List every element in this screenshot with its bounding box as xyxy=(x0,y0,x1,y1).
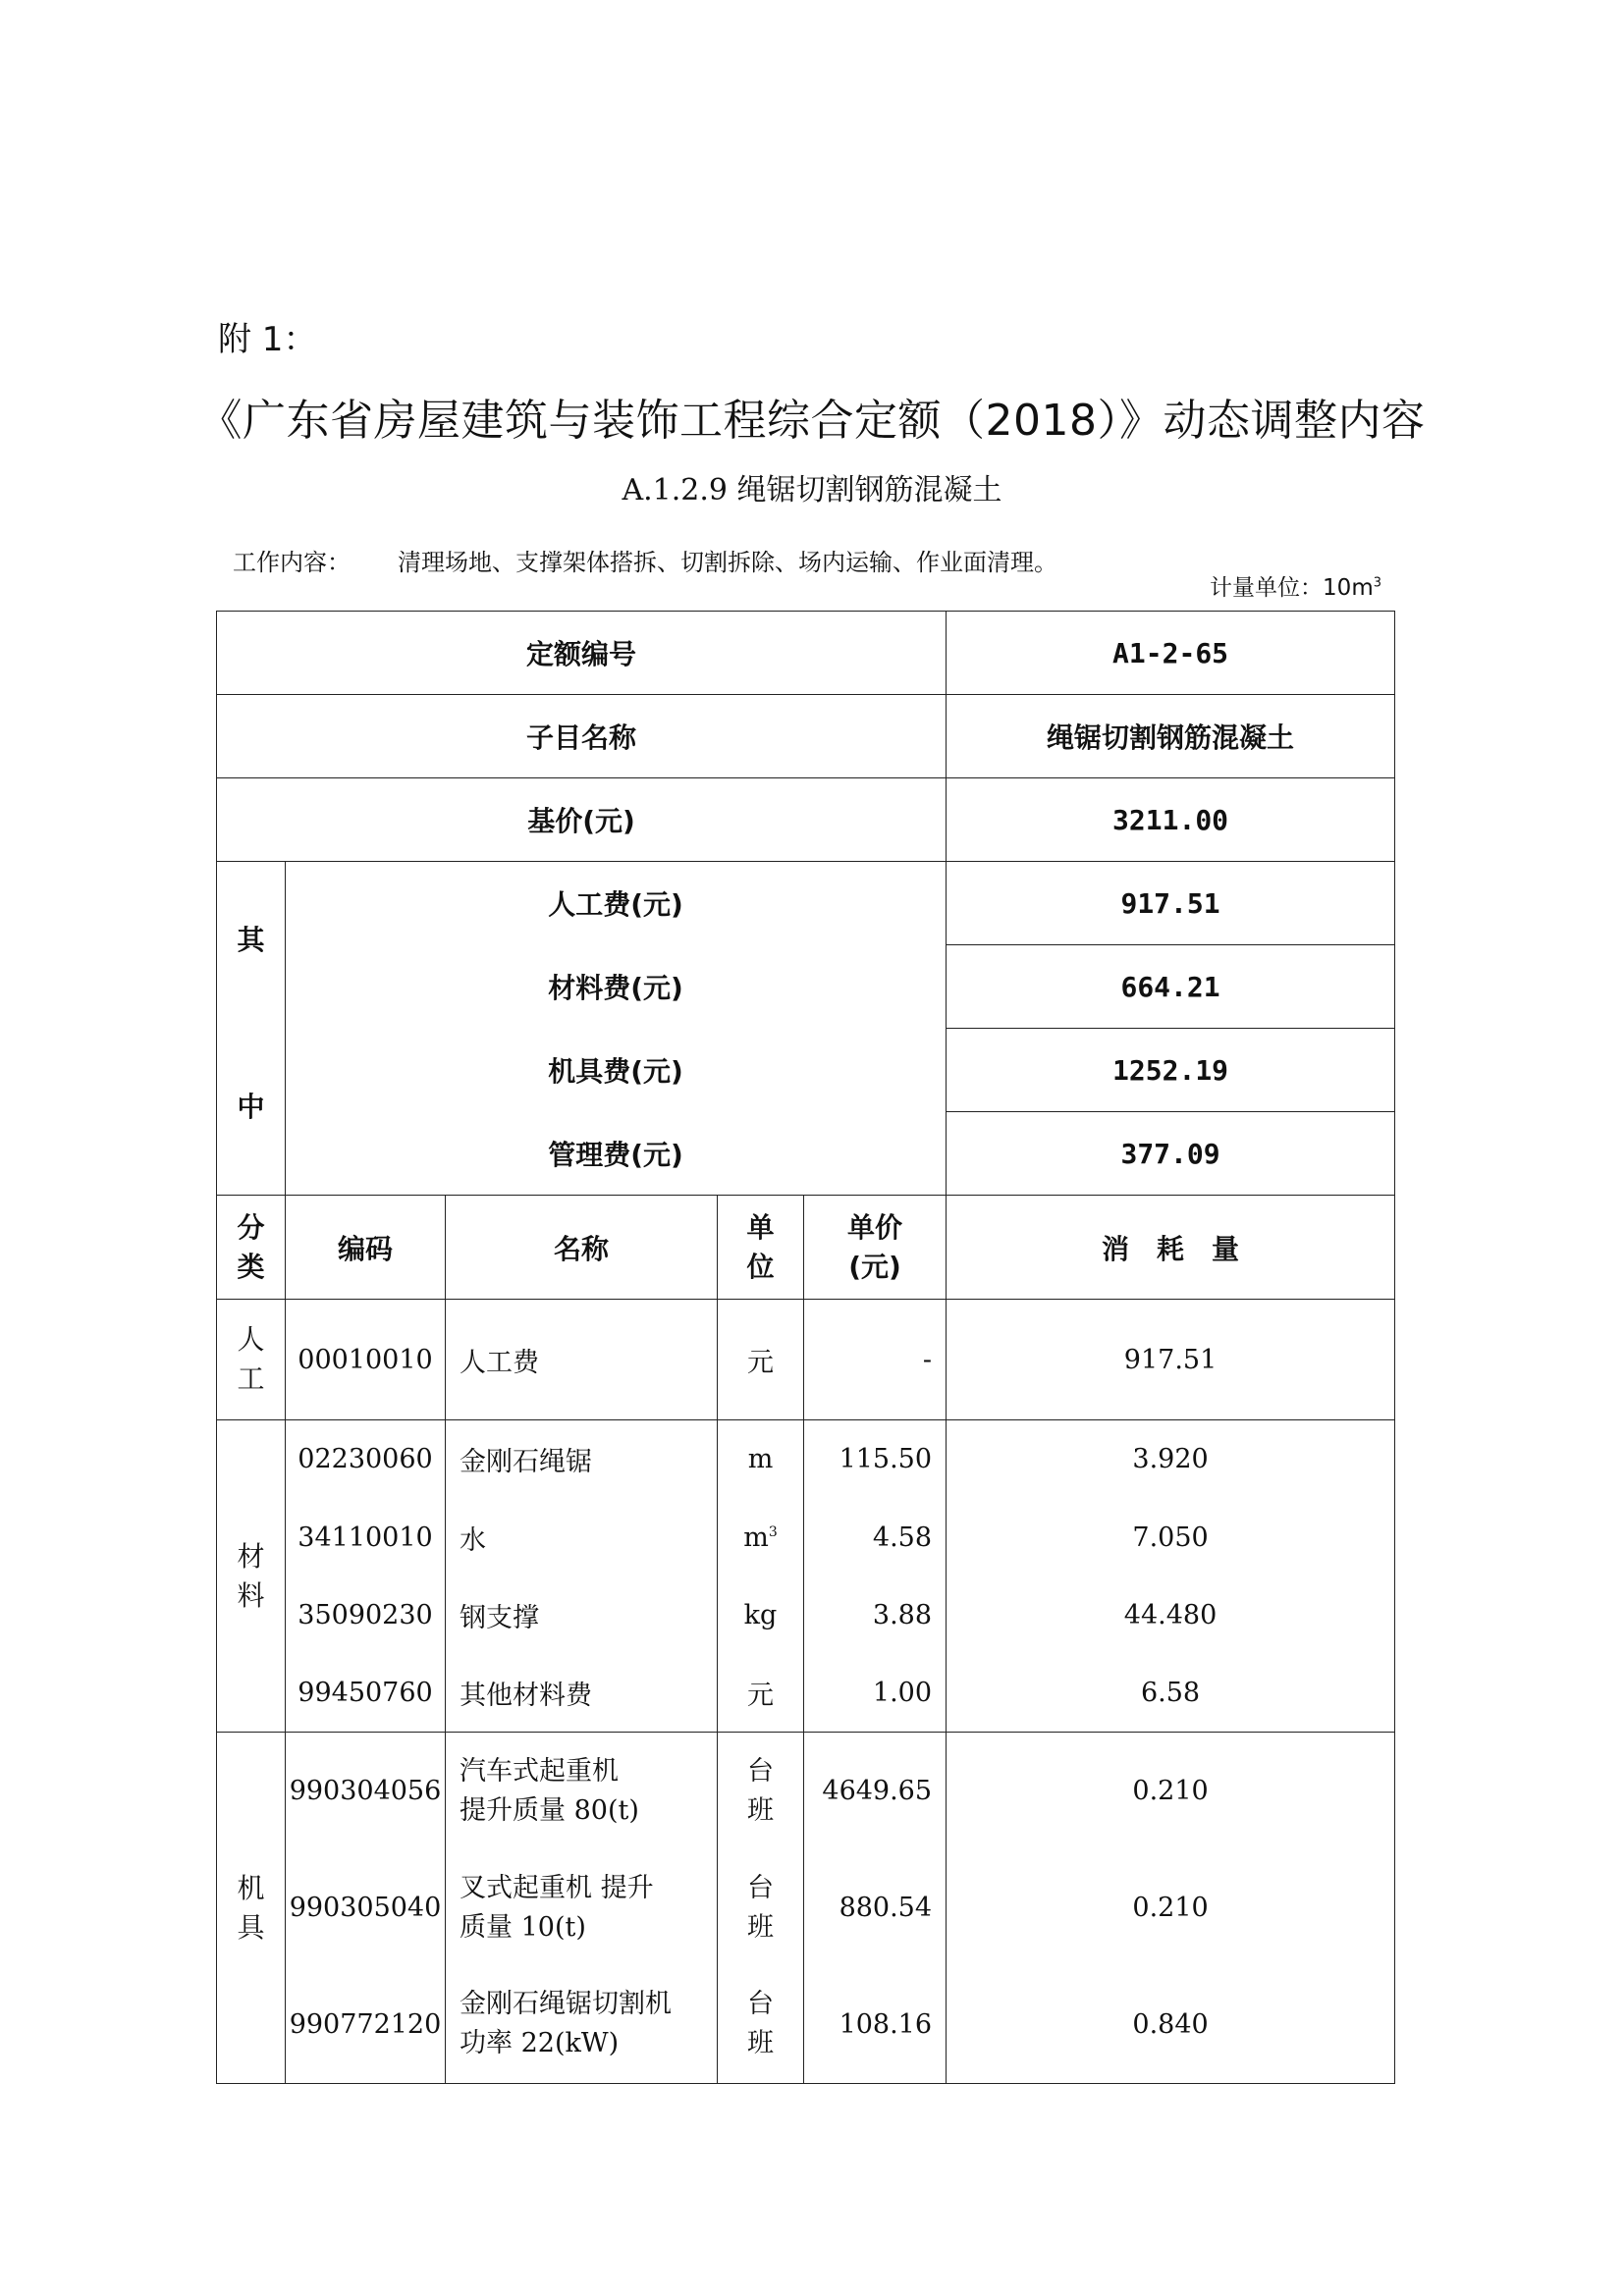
unit-cell: kg xyxy=(718,1576,804,1654)
management-cost-value: 377.09 xyxy=(947,1112,1395,1196)
item-name-label: 子目名称 xyxy=(217,695,947,778)
work-content xyxy=(233,543,1057,577)
item-name-row xyxy=(217,695,1395,778)
unit-cell: m xyxy=(718,1420,804,1499)
qty-cell: 0.840 xyxy=(947,1966,1395,2084)
col-code: 编码 xyxy=(286,1196,446,1300)
material-cost-label: 材料费(元) xyxy=(286,945,947,1029)
col-name: 名称 xyxy=(446,1196,718,1300)
base-price-label: 基价(元) xyxy=(217,778,947,862)
price-cell: 1.00 xyxy=(804,1654,947,1733)
unit-exponent: 3 xyxy=(1373,575,1381,591)
table-row xyxy=(217,1300,1395,1420)
col-category: 分 类 xyxy=(217,1196,286,1300)
code-cell: 35090230 xyxy=(286,1576,446,1654)
code-cell: 990305040 xyxy=(286,1850,446,1966)
unit-cell: 台 班 xyxy=(718,1733,804,1850)
unit-cell: $m^3$ xyxy=(718,1499,804,1576)
price-cell: - xyxy=(804,1300,947,1420)
name-cell: 汽车式起重机 提升质量 80(t) xyxy=(446,1733,718,1850)
name-cell: 金刚石绳锯切割机 功率 22(kW) xyxy=(446,1966,718,2084)
unit-cell: 台 班 xyxy=(718,1966,804,2084)
table-row xyxy=(217,1850,1395,1966)
appendix-label: 附 1： xyxy=(218,320,317,359)
work-content-text: 清理场地、支撑架体搭拆、切割拆除、场内运输、作业面清理。 xyxy=(398,549,1057,576)
material-category: 材 料 xyxy=(217,1420,286,1733)
price-cell: 108.16 xyxy=(804,1966,947,2084)
among-cell xyxy=(217,862,286,1196)
measurement-unit xyxy=(1210,569,1381,602)
code-cell: 02230060 xyxy=(286,1420,446,1499)
price-cell: 4.58 xyxy=(804,1499,947,1576)
qty-cell: 917.51 xyxy=(947,1300,1395,1420)
price-cell: 3.88 xyxy=(804,1576,947,1654)
quota-table xyxy=(216,611,1395,2084)
qty-cell: 6.58 xyxy=(947,1654,1395,1733)
name-cell: 叉式起重机 提升 质量 10(t) xyxy=(446,1850,718,1966)
unit-value: 10m xyxy=(1323,575,1374,601)
management-cost-label: 管理费(元) xyxy=(286,1112,947,1196)
code-cell: 990304056 xyxy=(286,1733,446,1850)
quota-number-row xyxy=(217,612,1395,695)
table-row xyxy=(217,1420,1395,1499)
machine-cost-label: 机具费(元) xyxy=(286,1029,947,1112)
table-row xyxy=(217,1733,1395,1850)
unit-label: 计量单位： xyxy=(1210,575,1324,601)
col-consumption: 消 耗 量 xyxy=(947,1196,1395,1300)
material-cost-value: 664.21 xyxy=(947,945,1395,1029)
section-subtitle: A.1.2.9 绳锯切割钢筋混凝土 xyxy=(622,473,1002,507)
qty-cell: 0.210 xyxy=(947,1733,1395,1850)
machine-cost-value: 1252.19 xyxy=(947,1029,1395,1112)
document-title: 《广东省房屋建筑与装饰工程综合定额（2018）》动态调整内容 xyxy=(198,396,1426,446)
price-cell: 880.54 xyxy=(804,1850,947,1966)
unit-cell: 元 xyxy=(718,1654,804,1733)
machine-category: 机 具 xyxy=(217,1733,286,2084)
price-cell: 4649.65 xyxy=(804,1733,947,1850)
management-cost-row xyxy=(217,1112,1395,1196)
name-cell: 金刚石绳锯 xyxy=(446,1420,718,1499)
code-cell: 34110010 xyxy=(286,1499,446,1576)
labor-cost-row xyxy=(217,862,1395,945)
quota-number-label: 定额编号 xyxy=(217,612,947,695)
column-header-row xyxy=(217,1196,1395,1300)
material-cost-row xyxy=(217,945,1395,1029)
code-cell: 99450760 xyxy=(286,1654,446,1733)
among-char-2: 中 xyxy=(237,1091,265,1123)
labor-category: 人 工 xyxy=(217,1300,286,1420)
name-cell: 水 xyxy=(446,1499,718,1576)
base-price-row xyxy=(217,778,1395,862)
qty-cell: 44.480 xyxy=(947,1576,1395,1654)
table-row xyxy=(217,1966,1395,2084)
name-cell: 其他材料费 xyxy=(446,1654,718,1733)
price-cell: 115.50 xyxy=(804,1420,947,1499)
work-content-label: 工作内容： xyxy=(233,549,351,576)
among-char-1: 其 xyxy=(237,924,265,956)
base-price-value: 3211.00 xyxy=(947,778,1395,862)
name-cell: 人工费 xyxy=(446,1300,718,1420)
qty-cell: 0.210 xyxy=(947,1850,1395,1966)
table-row xyxy=(217,1576,1395,1654)
unit-cell: 元 xyxy=(718,1300,804,1420)
quota-number-value: A1-2-65 xyxy=(947,612,1395,695)
table-row xyxy=(217,1499,1395,1576)
qty-cell: 7.050 xyxy=(947,1499,1395,1576)
unit-cell: 台 班 xyxy=(718,1850,804,1966)
table-row xyxy=(217,1654,1395,1733)
labor-cost-value: 917.51 xyxy=(947,862,1395,945)
code-cell: 00010010 xyxy=(286,1300,446,1420)
labor-cost-label: 人工费(元) xyxy=(286,862,947,945)
col-unit: 单 位 xyxy=(718,1196,804,1300)
qty-cell: 3.920 xyxy=(947,1420,1395,1499)
name-cell: 钢支撑 xyxy=(446,1576,718,1654)
col-unit-price: 单价 (元) xyxy=(804,1196,947,1300)
item-name-value: 绳锯切割钢筋混凝土 xyxy=(947,695,1395,778)
machine-cost-row xyxy=(217,1029,1395,1112)
code-cell: 990772120 xyxy=(286,1966,446,2084)
